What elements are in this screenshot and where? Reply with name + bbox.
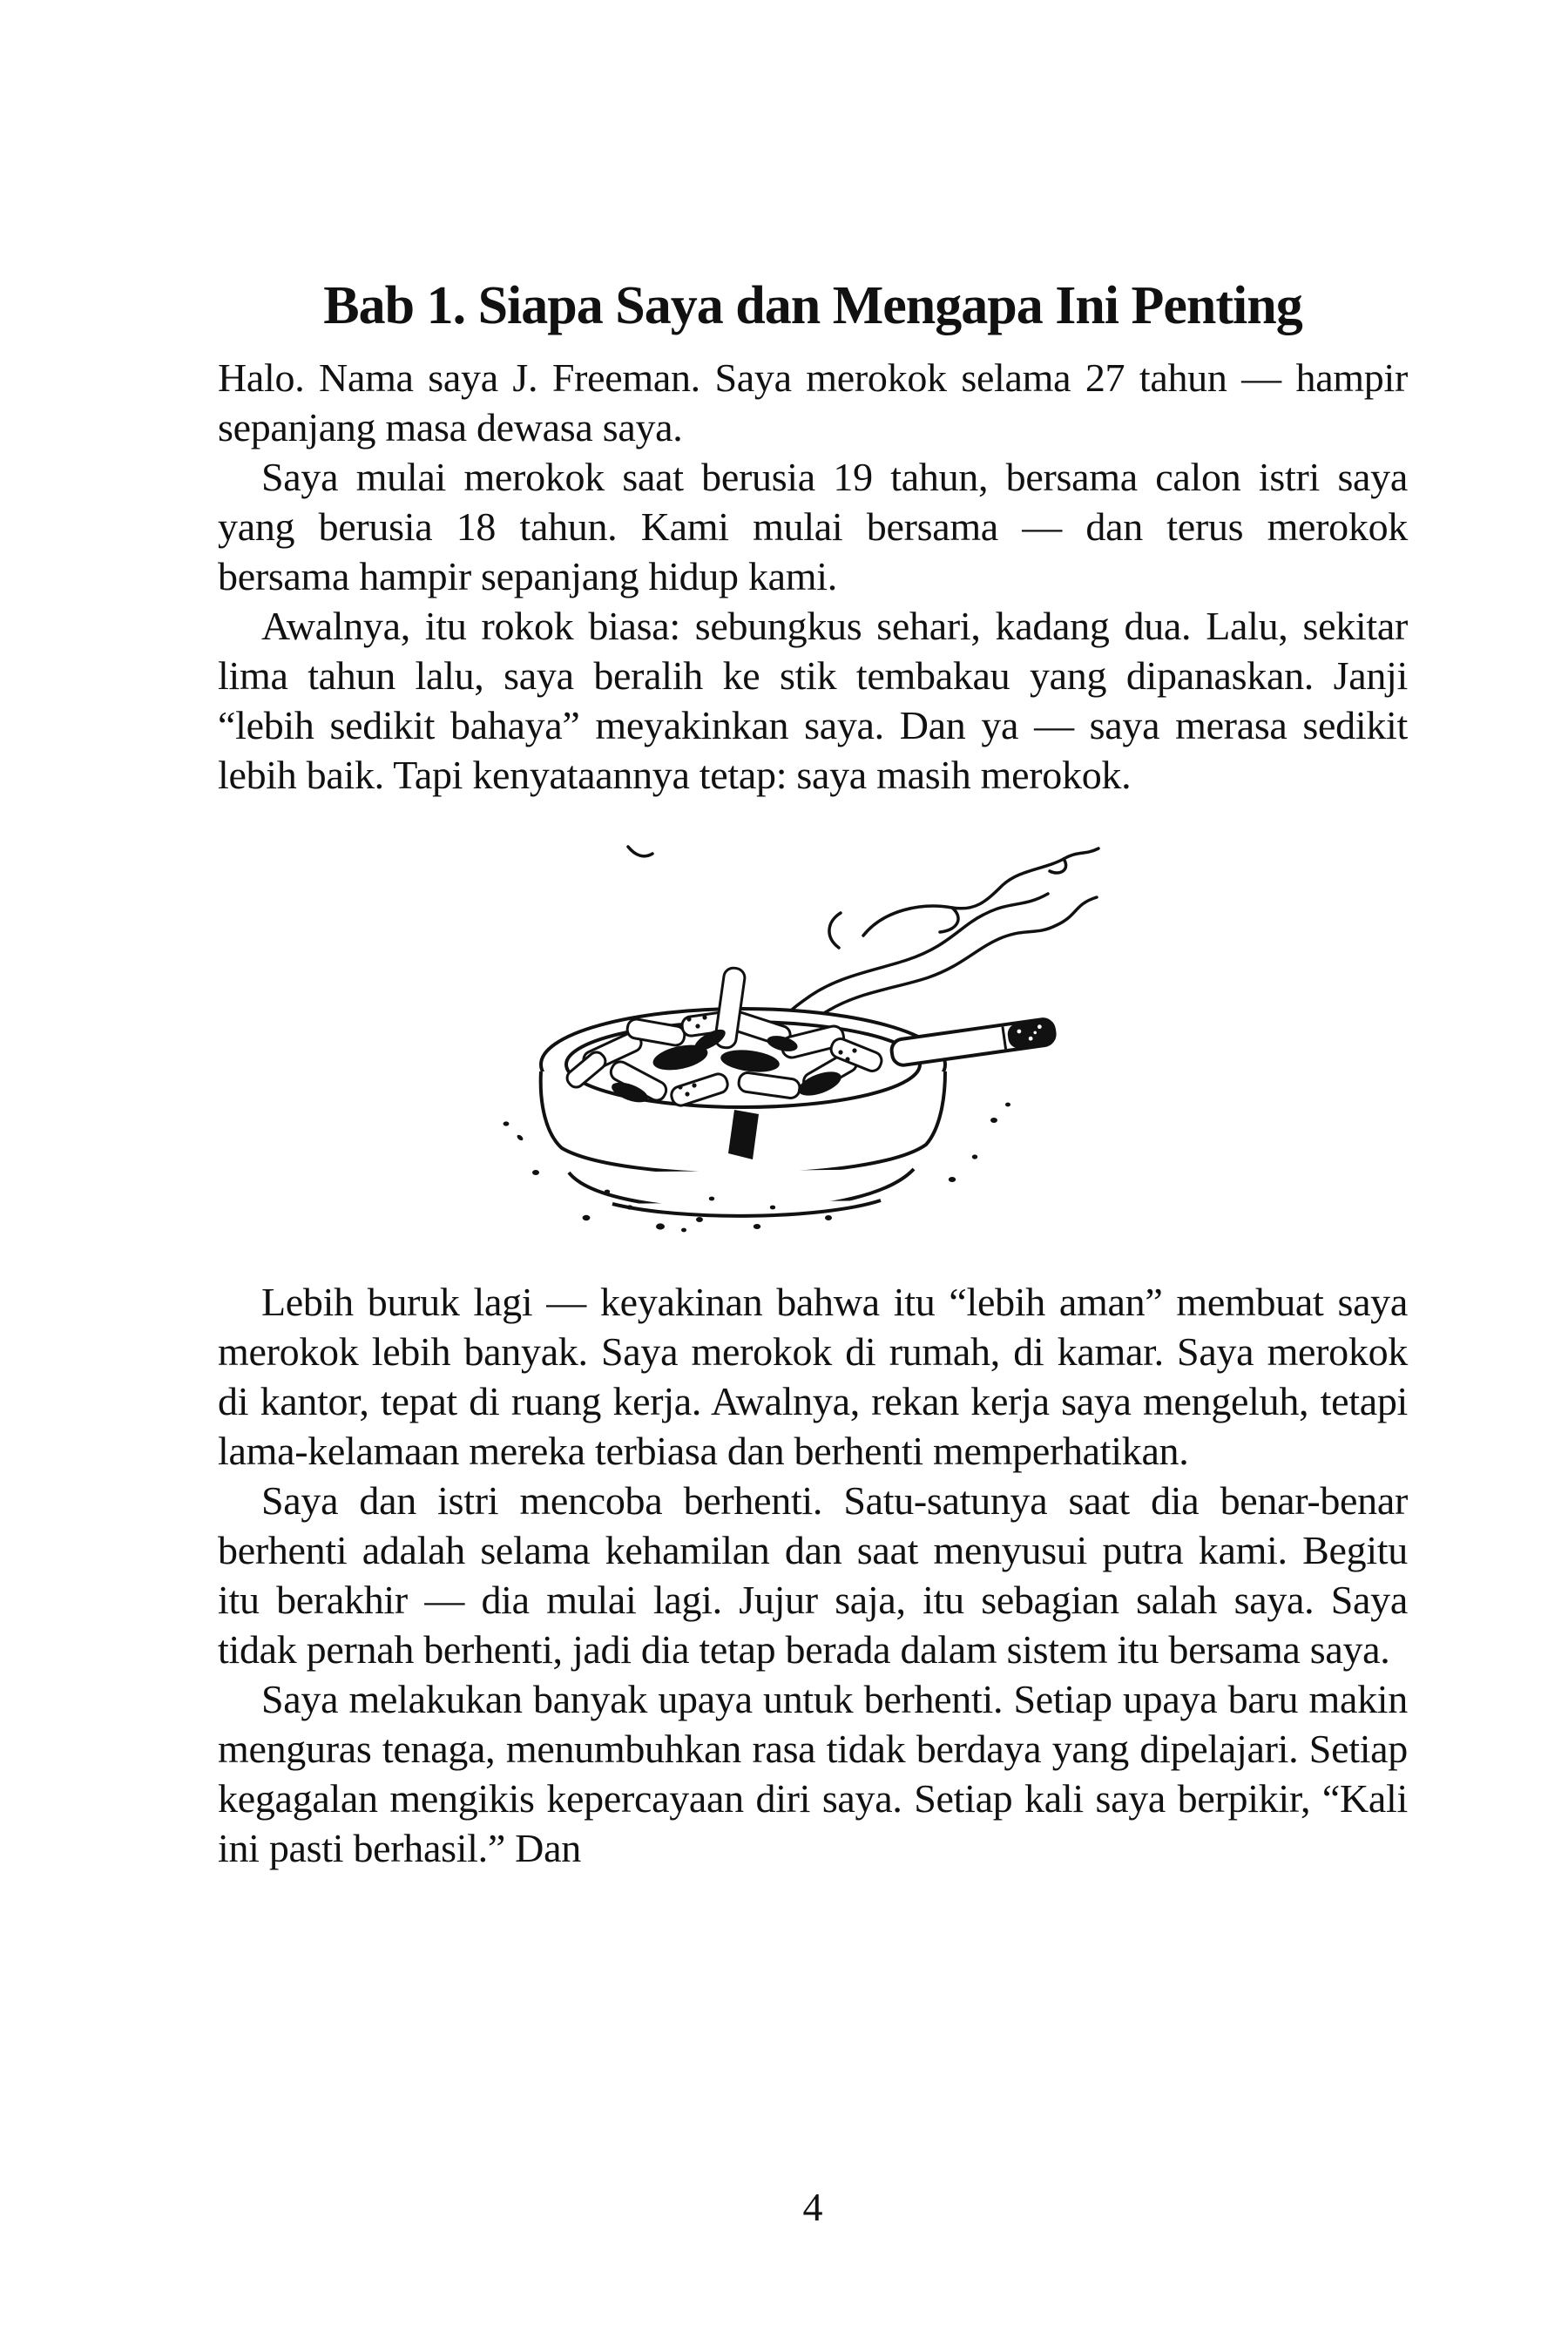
text-column — [218, 277, 1408, 1873]
paragraph-many-attempts: Saya melakukan banyak upaya untuk berhenti. Setiap upaya baru makin menguras tenaga, menumbuhkan rasa tidak berdaya yang dipelajari. Setiap kegagalan mengikis kepercayaan diri saya. Setiap kali saya berpikir, “Kali ini pasti berhasil.” Dan — [218, 1676, 1408, 1870]
paragraph-started-smoking: Saya mulai merokok saat berusia 19 tahun, bersama calon istri saya yang berusia 18 tahun. Kami mulai bersama — dan terus merokok bersama hampir sepanjang hidup kami. — [218, 454, 1408, 598]
paragraph-safer-belief: Lebih buruk lagi — keyakinan bahwa itu “lebih aman” membuat saya merokok lebih banyak. Saya merokok di rumah, di kamar. Saya merokok di kantor, tepat di ruang kerja. Awalnya, rekan kerja saya mengeluh, tetapi lama-kelamaan mereka terbiasa dan berhenti memperhatikan. — [218, 1279, 1408, 1473]
paragraph-wife-quit-attempts: Saya dan istri mencoba berhenti. Satu-satunya saat dia benar-benar berhenti adalah selama kehamilan dan saat menyusui putra kami. Begitu itu berakhir — dia mulai lagi. Jujur saja, itu sebagian salah saya. Saya tidak pernah berhenti, jadi dia tetap berada dalam sistem itu bersama saya. — [218, 1477, 1408, 1672]
chapter-title: Bab 1. Siapa Saya dan Mengapa Ini Penting — [323, 276, 1302, 335]
page-number: 4 — [802, 2185, 823, 2229]
paragraph-intro: Halo. Nama saya J. Freeman. Saya merokok selama 27 tahun — hampir sepanjang masa dewasa saya. — [218, 355, 1408, 449]
paragraph-heated-tobacco: Awalnya, itu rokok biasa: sebungkus sehari, kadang dua. Lalu, sekitar lima tahun lalu, saya beralih ke stik tembakau yang dipanaskan. Janji “lebih sedikit bahaya” meyakinkan saya. Dan ya — saya merasa sedikit lebih baik. Tapi kenyataannya tetap: saya masih merokok. — [218, 603, 1408, 797]
ashtray-illustration — [482, 833, 1144, 1233]
ashtray-smoke-drawing — [482, 833, 1144, 1233]
